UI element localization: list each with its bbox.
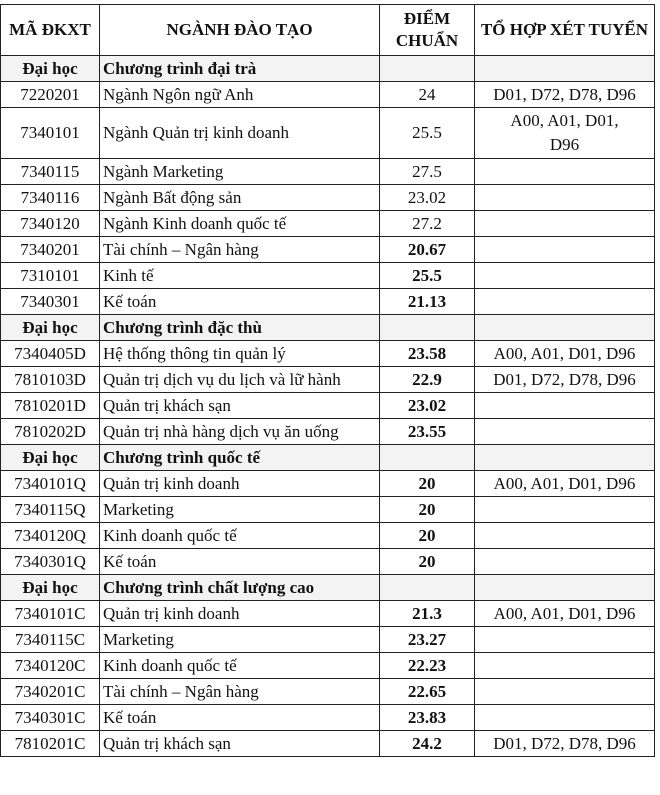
major-code: 7340116 <box>1 185 100 211</box>
major-name: Ngành Bất động sản <box>100 185 380 211</box>
subject-combination: A00, A01, D01, D96 <box>475 601 655 627</box>
major-code: 7810201C <box>1 731 100 757</box>
cutoff-score: 25.5 <box>380 108 475 159</box>
major-code: 7340115Q <box>1 497 100 523</box>
section-score-empty <box>380 315 475 341</box>
major-code: 7340201 <box>1 237 100 263</box>
major-name: Kế toán <box>100 289 380 315</box>
table-row <box>0 185 655 211</box>
table-row <box>0 601 655 627</box>
cutoff-score: 20 <box>380 523 475 549</box>
section-header-row <box>0 575 655 601</box>
admission-score-table <box>0 4 655 757</box>
table-row <box>0 549 655 575</box>
major-name: Tài chính – Ngân hàng <box>100 237 380 263</box>
subject-combination <box>475 419 655 445</box>
subject-combination <box>475 289 655 315</box>
cutoff-score: 27.2 <box>380 211 475 237</box>
header-combo: TỔ HỢP XÉT TUYỂN <box>475 5 655 56</box>
major-name: Kinh doanh quốc tế <box>100 653 380 679</box>
cutoff-score: 23.55 <box>380 419 475 445</box>
major-name: Quản trị kinh doanh <box>100 601 380 627</box>
section-combo-empty <box>475 315 655 341</box>
table-row <box>0 419 655 445</box>
cutoff-score: 21.3 <box>380 601 475 627</box>
subject-combination <box>475 237 655 263</box>
subject-combination <box>475 211 655 237</box>
cutoff-score: 22.65 <box>380 679 475 705</box>
section-program: Chương trình chất lượng cao <box>100 575 380 601</box>
major-code: 7340120Q <box>1 523 100 549</box>
major-code: 7340301 <box>1 289 100 315</box>
section-level: Đại học <box>1 445 100 471</box>
major-name: Kinh tế <box>100 263 380 289</box>
major-name: Tài chính – Ngân hàng <box>100 679 380 705</box>
section-level: Đại học <box>1 56 100 82</box>
table-header-row <box>0 5 655 56</box>
header-major: NGÀNH ĐÀO TẠO <box>100 5 380 56</box>
subject-combination <box>475 705 655 731</box>
major-code: 7340301C <box>1 705 100 731</box>
cutoff-score: 21.13 <box>380 289 475 315</box>
major-code: 7340101C <box>1 601 100 627</box>
cutoff-score: 27.5 <box>380 159 475 185</box>
section-score-empty <box>380 445 475 471</box>
subject-combination <box>475 653 655 679</box>
table-row <box>0 497 655 523</box>
major-code: 7340101Q <box>1 471 100 497</box>
table-row <box>0 679 655 705</box>
section-combo-empty <box>475 575 655 601</box>
table-row <box>0 653 655 679</box>
table-row <box>0 263 655 289</box>
section-header-row <box>0 56 655 82</box>
table-row <box>0 705 655 731</box>
cutoff-score: 23.58 <box>380 341 475 367</box>
cutoff-score: 20 <box>380 497 475 523</box>
cutoff-score: 23.02 <box>380 185 475 211</box>
subject-combination: A00, A01, D01, D96 <box>475 108 655 159</box>
table-row <box>0 367 655 393</box>
cutoff-score: 20.67 <box>380 237 475 263</box>
major-name: Quản trị dịch vụ du lịch và lữ hành <box>100 367 380 393</box>
cutoff-score: 20 <box>380 549 475 575</box>
table-row <box>0 523 655 549</box>
table-row <box>0 108 655 159</box>
major-name: Ngành Marketing <box>100 159 380 185</box>
major-name: Ngành Ngôn ngữ Anh <box>100 82 380 108</box>
subject-combination: D01, D72, D78, D96 <box>475 82 655 108</box>
major-code: 7340301Q <box>1 549 100 575</box>
subject-combination <box>475 627 655 653</box>
major-name: Ngành Kinh doanh quốc tế <box>100 211 380 237</box>
major-code: 7340120C <box>1 653 100 679</box>
section-level: Đại học <box>1 575 100 601</box>
cutoff-score: 23.02 <box>380 393 475 419</box>
subject-combination <box>475 263 655 289</box>
major-name: Hệ thống thông tin quản lý <box>100 341 380 367</box>
section-program: Chương trình đặc thù <box>100 315 380 341</box>
section-combo-empty <box>475 445 655 471</box>
section-header-row <box>0 445 655 471</box>
table-row <box>0 211 655 237</box>
major-name: Kinh doanh quốc tế <box>100 523 380 549</box>
major-name: Marketing <box>100 627 380 653</box>
subject-combination: A00, A01, D01, D96 <box>475 471 655 497</box>
major-name: Kế toán <box>100 549 380 575</box>
cutoff-score: 22.23 <box>380 653 475 679</box>
major-name: Quản trị khách sạn <box>100 731 380 757</box>
cutoff-score: 23.83 <box>380 705 475 731</box>
subject-combination <box>475 159 655 185</box>
table-row <box>0 341 655 367</box>
subject-combination <box>475 393 655 419</box>
cutoff-score: 22.9 <box>380 367 475 393</box>
major-name: Marketing <box>100 497 380 523</box>
table-row <box>0 289 655 315</box>
header-code: MÃ ĐKXT <box>1 5 100 56</box>
section-header-row <box>0 315 655 341</box>
subject-combination: A00, A01, D01, D96 <box>475 341 655 367</box>
table-row <box>0 237 655 263</box>
major-code: 7310101 <box>1 263 100 289</box>
major-code: 7340201C <box>1 679 100 705</box>
subject-combination <box>475 497 655 523</box>
major-code: 7220201 <box>1 82 100 108</box>
section-combo-empty <box>475 56 655 82</box>
section-level: Đại học <box>1 315 100 341</box>
major-name: Quản trị khách sạn <box>100 393 380 419</box>
major-code: 7340101 <box>1 108 100 159</box>
table-row <box>0 393 655 419</box>
major-code: 7340115 <box>1 159 100 185</box>
table-row <box>0 731 655 757</box>
major-name: Quản trị kinh doanh <box>100 471 380 497</box>
table-row <box>0 627 655 653</box>
subject-combination <box>475 523 655 549</box>
header-score: ĐIỂM CHUẨN <box>380 5 475 56</box>
cutoff-score: 24.2 <box>380 731 475 757</box>
subject-combination <box>475 185 655 211</box>
subject-combination: D01, D72, D78, D96 <box>475 367 655 393</box>
table-row <box>0 471 655 497</box>
cutoff-score: 25.5 <box>380 263 475 289</box>
section-program: Chương trình quốc tế <box>100 445 380 471</box>
major-code: 7810201D <box>1 393 100 419</box>
section-score-empty <box>380 575 475 601</box>
subject-combination <box>475 679 655 705</box>
major-code: 7340115C <box>1 627 100 653</box>
section-score-empty <box>380 56 475 82</box>
cutoff-score: 24 <box>380 82 475 108</box>
cutoff-score: 20 <box>380 471 475 497</box>
major-code: 7810103D <box>1 367 100 393</box>
major-name: Quản trị nhà hàng dịch vụ ăn uống <box>100 419 380 445</box>
table-row <box>0 82 655 108</box>
table-row <box>0 159 655 185</box>
subject-combination <box>475 549 655 575</box>
major-name: Kế toán <box>100 705 380 731</box>
section-program: Chương trình đại trà <box>100 56 380 82</box>
major-name: Ngành Quản trị kinh doanh <box>100 108 380 159</box>
subject-combination: D01, D72, D78, D96 <box>475 731 655 757</box>
major-code: 7340120 <box>1 211 100 237</box>
major-code: 7810202D <box>1 419 100 445</box>
cutoff-score: 23.27 <box>380 627 475 653</box>
major-code: 7340405D <box>1 341 100 367</box>
